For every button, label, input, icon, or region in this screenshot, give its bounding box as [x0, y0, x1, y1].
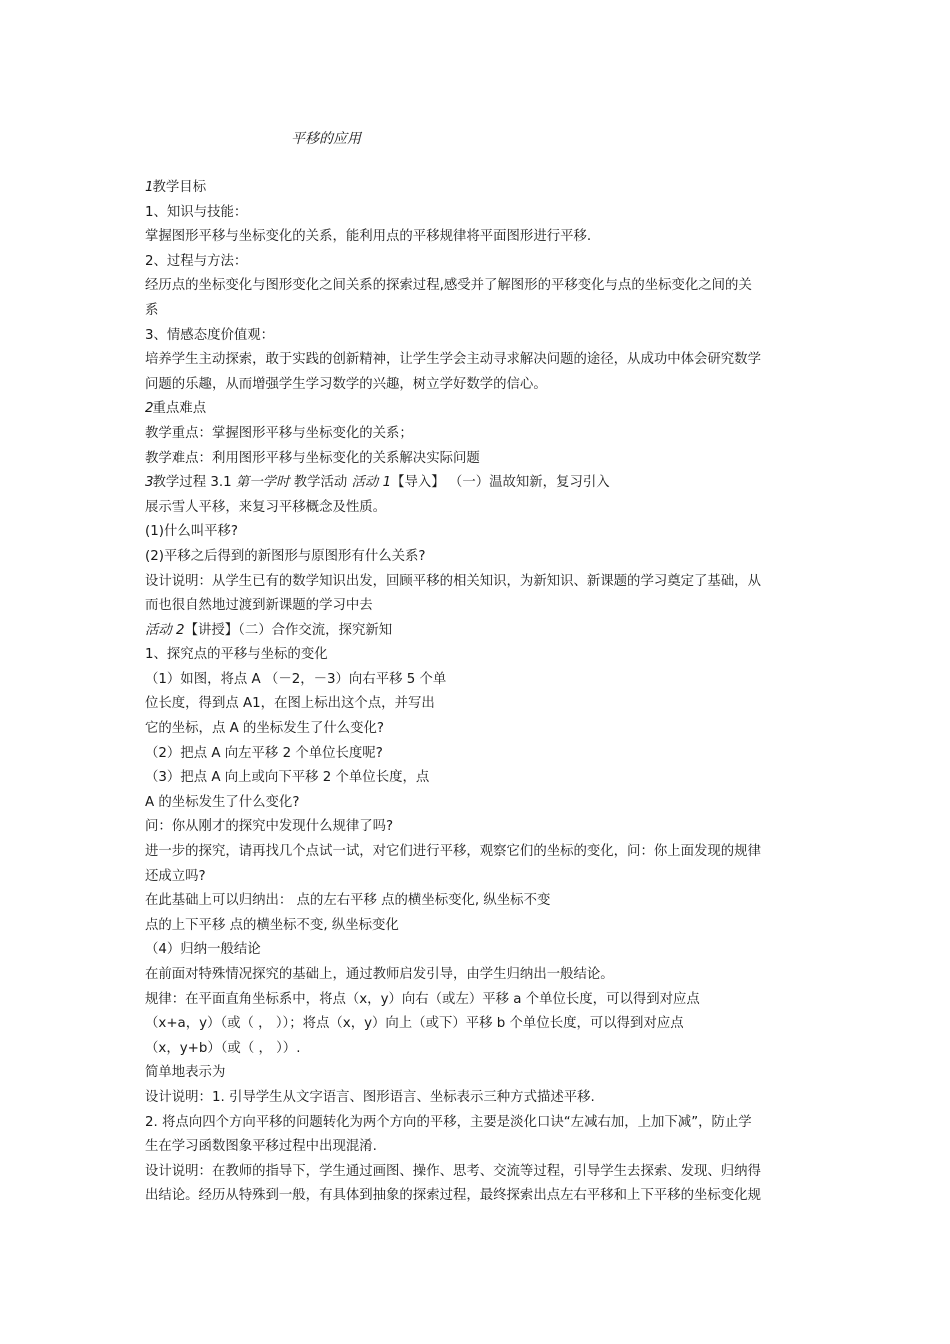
- text-line: [145, 766, 809, 791]
- text-segment: 教学难点：利用图形平移与坐标变化的关系解决实际问题: [145, 450, 480, 466]
- text-line: [145, 643, 809, 668]
- text-line: [145, 717, 809, 742]
- text-line: [145, 1184, 809, 1209]
- text-segment: 教学目标: [152, 180, 207, 195]
- text-segment: (1)什么叫平移?: [145, 524, 239, 540]
- text-line: [145, 545, 809, 570]
- text-line: [145, 1061, 809, 1086]
- text-line: [145, 520, 809, 545]
- text-segment: 系: [145, 302, 159, 318]
- text-segment: 点的上下平移 点的横坐标不变, 纵坐标变化: [145, 917, 399, 933]
- text-segment: 2. 将点向四个方向平移的问题转化为两个方向的平移，主要是淡化口诀“左减右加，上加下减”，防止学: [145, 1114, 752, 1130]
- text-line: [145, 201, 809, 226]
- text-segment: （3）把点 A 向上或向下平移 2 个单位长度，点: [145, 770, 430, 786]
- text-segment: （4）归纳一般结论: [145, 942, 261, 958]
- document-title: 平移的应用: [291, 131, 361, 147]
- text-segment: （x，y+b）（或（ ， ））.: [145, 1040, 301, 1056]
- text-segment: 而也很自然地过渡到新课题的学习中去: [145, 598, 373, 614]
- text-line: [145, 988, 809, 1013]
- text-segment: 重点难点: [152, 401, 207, 417]
- text-line: [145, 299, 809, 324]
- text-line: [145, 225, 809, 250]
- text-line: [145, 1160, 809, 1185]
- text-line: [145, 373, 809, 398]
- text-segment: （1）如图，将点 A （－2，－3）向右平移 5 个单: [145, 671, 447, 687]
- text-line: [145, 471, 809, 496]
- text-line: [145, 324, 809, 349]
- text-line: [145, 692, 809, 717]
- text-segment: 设计说明：1. 引导学生从文字语言、图形语言、坐标表示三种方式描述平移.: [145, 1089, 595, 1105]
- text-line: [145, 176, 809, 201]
- text-line: [145, 422, 809, 447]
- text-line: [145, 619, 809, 644]
- text-segment: （2）把点 A 向左平移 2 个单位长度呢?: [145, 745, 383, 761]
- text-segment: 出结论。经历从特殊到一般，有具体到抽象的探索过程，最终探索出点左右平移和上下平移的坐标变化规: [145, 1188, 761, 1204]
- text-line: [145, 1037, 809, 1062]
- text-segment: 在此基础上可以归纳出： 点的左右平移 点的横坐标变化, 纵坐标不变: [145, 893, 551, 909]
- text-segment: A 的坐标发生了什么变化?: [145, 794, 300, 810]
- text-segment: 2、过程与方法：: [145, 253, 248, 269]
- text-segment: 活动 1: [351, 475, 392, 491]
- text-line: [145, 496, 809, 521]
- text-segment: 教学活动: [289, 475, 352, 491]
- text-segment: 它的坐标，点 A 的坐标发生了什么变化?: [145, 721, 385, 737]
- text-segment: 设计说明：从学生已有的数学知识出发，回顾平移的相关知识，为新知识、新课题的学习奠定了基础，从: [145, 573, 761, 589]
- text-line: [145, 1111, 809, 1136]
- text-segment: 问：你从刚才的探究中发现什么规律了吗?: [145, 819, 394, 835]
- text-segment: 1: [145, 180, 153, 195]
- text-line: [145, 742, 809, 767]
- text-segment: 规律：在平面直角坐标系中，将点（x，y）向右（或左）平移 a 个单位长度，可以得到对应点: [145, 991, 700, 1007]
- text-line: [145, 447, 809, 472]
- text-line: [145, 668, 809, 693]
- text-segment: 教学重点：掌握图形平移与坐标变化的关系；: [145, 425, 413, 441]
- text-segment: 简单地表示为: [145, 1065, 226, 1081]
- text-line: [145, 250, 809, 275]
- text-segment: 位长度，得到点 A1，在图上标出这个点，并写出: [145, 696, 435, 712]
- text-segment: 【导入】 （一）温故知新，复习引入: [391, 475, 610, 491]
- text-segment: 还成立吗?: [145, 868, 206, 884]
- text-line: [145, 815, 809, 840]
- text-line: [145, 570, 809, 595]
- text-line: [145, 938, 809, 963]
- text-segment: 3、情感态度价值观：: [145, 327, 275, 343]
- text-segment: 生在学习函数图象平移过程中出现混淆.: [145, 1139, 377, 1155]
- text-line: [145, 1086, 809, 1111]
- text-segment: 【讲授】（二）合作交流，探究新知: [184, 622, 393, 638]
- text-line: [145, 1135, 809, 1160]
- text-segment: 第一学时: [235, 475, 290, 491]
- text-segment: (2)平移之后得到的新图形与原图形有什么关系?: [145, 548, 426, 564]
- text-segment: 1、探究点的平移与坐标的变化: [145, 647, 328, 663]
- text-segment: 培养学生主动探索，敢于实践的创新精神，让学生学会主动寻求解决问题的途径，从成功中体会研究数学: [145, 352, 761, 368]
- text-line: [145, 397, 809, 422]
- text-line: [145, 889, 809, 914]
- text-segment: 1、知识与技能：: [145, 204, 248, 220]
- text-segment: 展示雪人平移，来复习平移概念及性质。: [145, 499, 387, 515]
- text-line: [145, 1012, 809, 1037]
- text-segment: 3: [145, 475, 153, 491]
- text-line: [145, 963, 809, 988]
- text-segment: 掌握图形平移与坐标变化的关系，能利用点的平移规律将平面图形进行平移.: [145, 229, 592, 245]
- text-segment: 活动 2: [145, 622, 185, 638]
- text-line: [145, 840, 809, 865]
- text-segment: （x+a，y）（或（ ， ））；将点（x，y）向上（或下）平移 b 个单位长度，可以得到对应点: [145, 1016, 684, 1032]
- text-line: [145, 348, 809, 373]
- text-line: [145, 865, 809, 890]
- text-segment: 教学过程 3.1: [152, 475, 236, 491]
- text-line: [145, 791, 809, 816]
- text-segment: 进一步的探究，请再找几个点试一试，对它们进行平移，观察它们的坐标的变化，问：你上面发现的规律: [145, 844, 761, 860]
- text-line: [145, 914, 809, 939]
- text-segment: 2: [145, 401, 153, 417]
- text-segment: 在前面对特殊情况探究的基础上，通过教师启发引导，由学生归纳出一般结论。: [145, 967, 614, 982]
- document-body: [145, 176, 809, 1209]
- text-segment: 问题的乐趣，从而增强学生学习数学的兴趣，树立学好数学的信心。: [145, 376, 547, 392]
- text-segment: 设计说明：在教师的指导下，学生通过画图、操作、思考、交流等过程，引导学生去探索、发现、归纳得: [145, 1163, 761, 1179]
- text-line: [145, 594, 809, 619]
- text-segment: 经历点的坐标变化与图形变化之间关系的探索过程,感受并了解图形的平移变化与点的坐标变化之间的关: [145, 278, 752, 294]
- text-line: [145, 274, 809, 299]
